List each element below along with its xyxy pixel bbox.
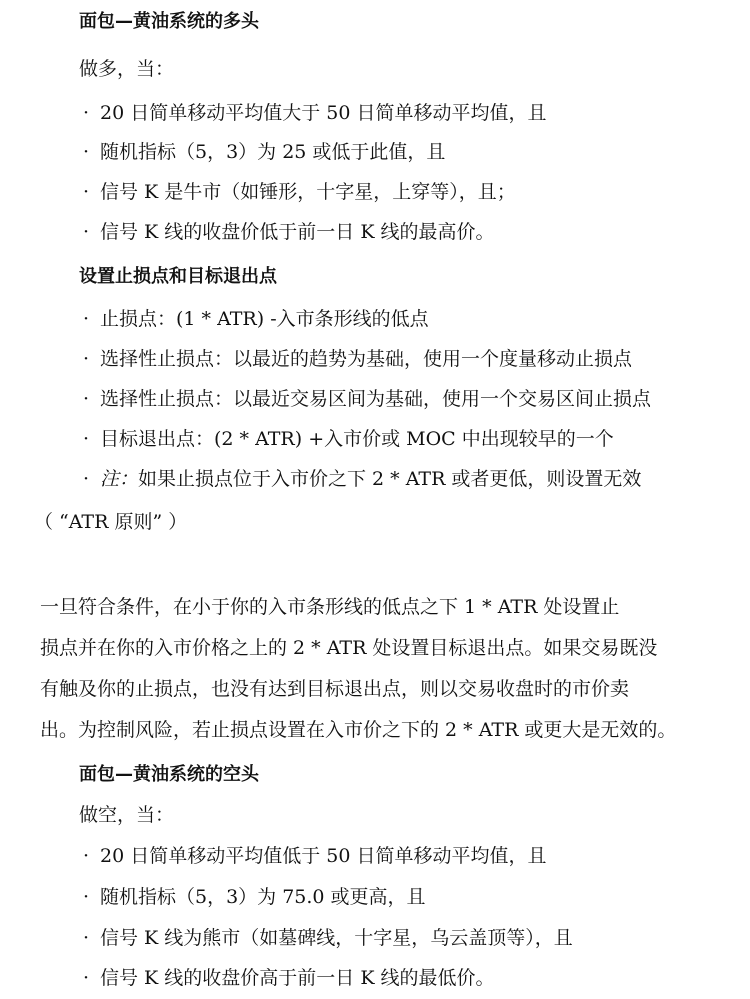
bullet: · <box>83 428 90 450</box>
stop-item-2: · 选择性止损点：以最近的趋势为基础，使用一个度量移动止损点 <box>83 348 633 370</box>
stop-item-1: · 止损点：(1 * ATR) -入市条形线的低点 <box>83 308 429 330</box>
short-entry-label: 做空，当： <box>79 804 175 826</box>
bullet: · <box>83 967 90 989</box>
stop-item-3: · 选择性止损点：以最近交易区间为基础，使用一个交易区间止损点 <box>83 388 652 410</box>
bullet: · <box>83 845 90 867</box>
bullet: · <box>83 308 90 330</box>
bullet: · <box>83 348 90 370</box>
paragraph-line-4: 出。为控制风险，若止损点设置在入市价之下的 2 * ATR 或更大是无效的。 <box>40 719 677 741</box>
note-label: 注： <box>100 468 139 490</box>
short-condition-3: · 信号 K 线为熊市（如墓碑线，十字星，乌云盖顶等），且 <box>83 927 573 949</box>
stop-note <box>83 467 641 491</box>
bullet: · <box>83 141 90 163</box>
long-entry-label: 做多，当： <box>79 58 175 80</box>
short-condition-2: · 随机指标（5，3）为 75.0 或更高，且 <box>83 886 426 908</box>
long-condition-1: · 20 日简单移动平均值大于 50 日简单移动平均值，且 <box>83 102 547 124</box>
stop-item-4: · 目标退出点：(2 * ATR) +入市价或 MOC 中出现较早的一个 <box>83 428 614 450</box>
bullet: · <box>83 927 90 949</box>
paragraph-line-2: 损点并在你的入市价格之上的 2 * ATR 处设置目标退出点。如果交易既没 <box>40 637 658 659</box>
long-heading: 面包—黄油系统的多头 <box>79 11 259 32</box>
note-continuation: （ “ATR 原则” ） <box>34 511 188 533</box>
short-condition-1: · 20 日简单移动平均值低于 50 日简单移动平均值，且 <box>83 845 547 867</box>
bullet: · <box>83 468 90 490</box>
long-condition-2: · 随机指标（5，3）为 25 或低于此值，且 <box>83 141 446 163</box>
bullet: · <box>83 388 90 410</box>
bullet: · <box>83 102 90 124</box>
bullet: · <box>83 886 90 908</box>
long-condition-3: · 信号 K 是牛市（如锤形，十字星，上穿等），且； <box>83 181 516 203</box>
stops-heading: 设置止损点和目标退出点 <box>79 266 277 287</box>
note-text: 如果止损点位于入市价之下 2 * ATR 或者更低，则设置无效 <box>138 468 642 490</box>
short-heading: 面包—黄油系统的空头 <box>79 764 259 785</box>
paragraph-line-3: 有触及你的止损点，也没有达到目标退出点，则以交易收盘时的市价卖 <box>40 678 630 700</box>
short-condition-4: · 信号 K 线的收盘价高于前一日 K 线的最低价。 <box>83 967 495 989</box>
paragraph-line-1: 一旦符合条件，在小于你的入市条形线的低点之下 1 * ATR 处设置止 <box>40 596 620 618</box>
bullet: · <box>83 181 90 203</box>
long-condition-4: · 信号 K 线的收盘价低于前一日 K 线的最高价。 <box>83 221 495 243</box>
bullet: · <box>83 221 90 243</box>
